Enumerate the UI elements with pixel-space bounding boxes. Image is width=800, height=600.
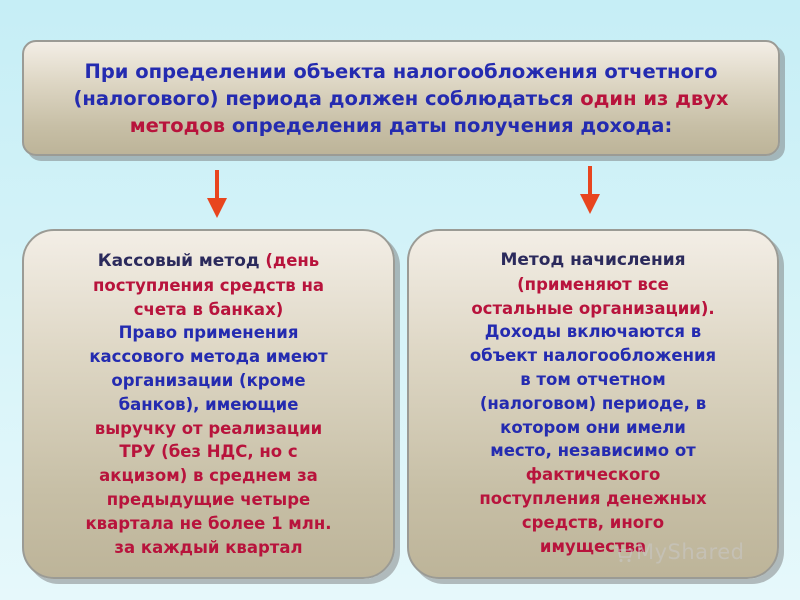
cash-method-line: за каждый квартал xyxy=(114,537,303,557)
header-box xyxy=(22,40,780,156)
accrual-method-line: средств, иного xyxy=(521,512,665,532)
accrual-method-line: фактического xyxy=(525,465,661,485)
cash-method-title: Кассовый метод xyxy=(97,251,260,271)
cash-method-line: кассового метода имеют xyxy=(89,347,328,367)
down-arrow-icon xyxy=(205,170,229,220)
cash-method-line: акцизом) в среднем за xyxy=(99,466,318,486)
cash-method-line: поступления средств на xyxy=(93,275,324,295)
accrual-method-box xyxy=(407,229,779,579)
accrual-method-line: имущества xyxy=(539,536,647,556)
accrual-method-line: котором они имели xyxy=(500,417,686,437)
accrual-method-line: (применяют все xyxy=(517,274,669,294)
header-text-2a: (налогового) периода должен соблюдаться xyxy=(73,87,574,110)
header-text-3a: методов xyxy=(129,114,226,137)
cash-method-line: банков), имеющие xyxy=(118,394,299,414)
down-arrow-icon xyxy=(578,166,602,216)
accrual-method-line: место, независимо от xyxy=(490,441,696,461)
cash-method-line: ТРУ (без НДС, но с xyxy=(119,442,298,462)
cash-method-line: счета в банках) xyxy=(133,299,284,319)
cash-method-line: организации (кроме xyxy=(111,370,306,390)
accrual-method-line: поступления денежных xyxy=(479,488,707,508)
accrual-method-line: в том отчетном xyxy=(520,369,666,389)
header-line-2 xyxy=(30,85,772,112)
cash-method-line: квартала не более 1 млн. xyxy=(85,513,332,533)
accrual-method-title: Метод начисления xyxy=(500,250,686,270)
cash-method-title-line xyxy=(32,249,385,274)
cash-method-title-paren: (день xyxy=(259,251,320,270)
cash-method-box xyxy=(22,229,395,579)
accrual-method-line: (налоговом) периоде, в xyxy=(479,393,707,413)
header-text-3b: определения даты получения дохода: xyxy=(225,114,673,137)
header-line-1 xyxy=(30,58,772,85)
accrual-method-line: остальные организации). xyxy=(471,298,715,318)
header-line-3 xyxy=(30,112,772,139)
cash-method-line: предыдущие четыре xyxy=(106,489,311,509)
cash-method-line: выручку от реализации xyxy=(94,418,323,438)
accrual-method-line: объект налогообложения xyxy=(469,346,717,366)
header-text-1: При определении объекта налогообложения отчетного xyxy=(84,60,718,83)
watermark-text: MyShared xyxy=(636,540,745,564)
header-text-2b: один из двух xyxy=(573,87,729,110)
watermark xyxy=(612,540,744,564)
accrual-method-line: Доходы включаются в xyxy=(484,322,702,342)
cash-method-line: Право применения xyxy=(118,323,299,343)
